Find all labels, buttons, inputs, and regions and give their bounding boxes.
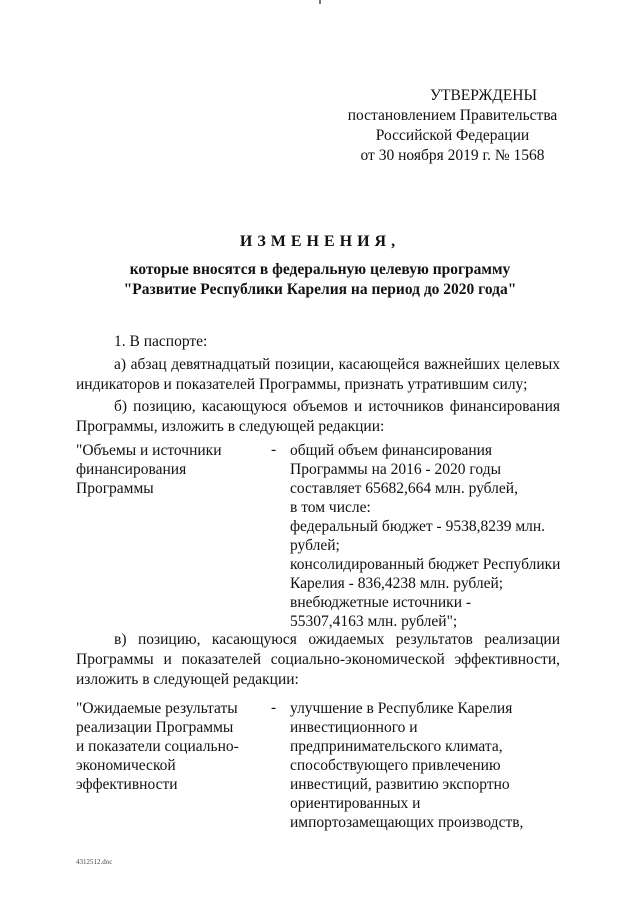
table1-dash: - [271,441,277,458]
table2-right-line: импортозамещающих производств, [290,814,524,831]
table1-right-line: Карелия - 836,4238 млн. рублей; [290,575,504,592]
paragraph-line: в) позицию, касающуюся ожидаемых результатов реализации [114,631,560,648]
approval-line: Российской Федерации [375,127,530,144]
approval-line: постановлением Правительства [347,107,558,124]
table1-left-line: "Объемы и источники [76,442,222,459]
document-subtitle-line: "Развитие Республики Карелия на период до 2020 года" [123,281,517,298]
table2-left-line: реализации Программы [76,719,234,736]
approval-line: от 30 ноября 2019 г. № 1568 [360,147,545,164]
table1-left-line: Программы [76,480,154,497]
paragraph-b [76,397,560,437]
table2-left-line: экономической [76,757,176,774]
table2-left [76,699,266,794]
file-name-footer: 4312512.doc [76,858,113,866]
table1-right-line: составляет 65682,664 млн. рублей, [290,480,518,497]
table2-left-line: "Ожидаемые результаты [76,700,238,717]
table2-right-line: ориентированных и [290,795,421,812]
approved-heading: УТВЕРЖДЕНЫ [430,87,537,104]
document-subtitle-line: которые вносятся в федеральную целевую программу [129,261,511,278]
page-mark [319,0,321,4]
table2-right [290,699,570,832]
approval-block [340,86,565,166]
table1-right-line: 55307,4163 млн. рублей"; [290,613,458,630]
table2-right-line: инвестиций, развитию экспортно [290,776,510,793]
paragraph-line: индикаторов и показателей Программы, признать утратившим силу; [76,376,528,393]
paragraph-line: Программы, изложить в следующей редакции: [76,418,385,435]
paragraph-v [76,630,560,690]
table1-right-line: в том числе: [290,499,371,516]
table2-left-line: эффективности [76,776,178,793]
paragraph-line: б) позицию, касающуюся объемов и источников финансирования [114,398,560,415]
paragraph-line: Программы и показателей социально-экономической эффективности, [76,651,560,668]
paragraph-passport: 1. В паспорте: [114,333,208,350]
table2-left-line: и показатели социально- [76,738,239,755]
table1-right-line: федеральный бюджет - 9538,8239 млн. [290,518,546,535]
table1-right-line: рублей; [290,537,340,554]
table1-right [290,441,570,631]
table1-right-line: консолидированный бюджет Республики [290,556,561,573]
table1-left [76,441,266,498]
table1-right-line: внебюджетные источники - [290,594,472,611]
table2-right-line: предпринимательского климата, [290,738,503,755]
paragraph-a [76,355,560,395]
table1-right-line: Программы на 2016 - 2020 годы [290,461,501,478]
table2-right-line: улучшение в Республике Карелия [290,700,513,717]
table2-right-line: инвестиционного и [290,719,418,736]
document-title: ИЗМЕНЕНИЯ, [239,233,401,250]
table1-right-line: общий объем финансирования [290,442,493,459]
table1-left-line: финансирования [76,461,187,478]
table2-right-line: способствующего привлечению [290,757,501,774]
paragraph-line: а) абзац девятнадцатый позиции, касающейся важнейших целевых [114,356,560,373]
table2-dash: - [271,699,277,716]
paragraph-line: изложить в следующей редакции: [76,671,299,688]
